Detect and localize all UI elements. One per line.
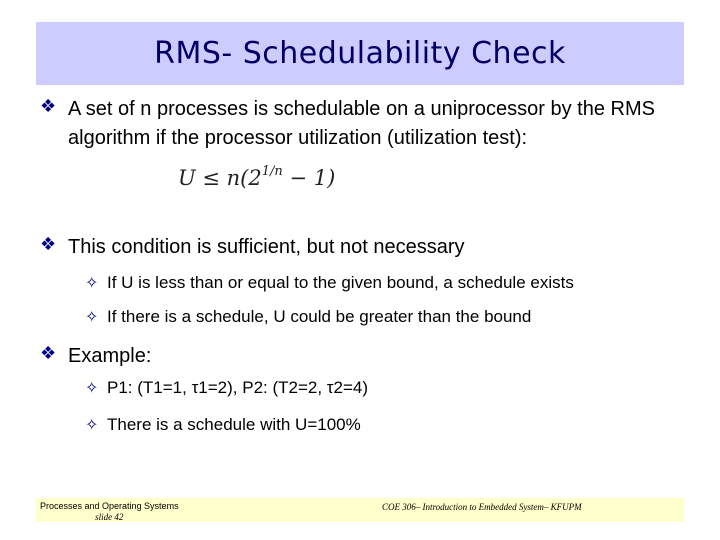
bullet-text: A set of n processes is schedulable on a uniprocessor by the RMS algorithm if the processor utilization (utilization test): — [68, 98, 655, 149]
utilization-formula — [178, 166, 335, 190]
footer-course-name: Processes and Operating Systems — [40, 501, 179, 511]
formula-exponent: 1/n — [261, 164, 283, 179]
diamond-bullet-icon: ❖ — [40, 96, 57, 117]
diamond-bullet-icon: ❖ — [40, 234, 57, 255]
bullet-text: This condition is sufficient, but not necessary — [68, 236, 465, 258]
footer-slide-number: slide 42 — [95, 512, 124, 522]
star-bullet-icon: ✧ — [85, 273, 99, 292]
formula-rhs: − 1) — [282, 166, 336, 190]
diamond-bullet-icon: ❖ — [40, 343, 57, 364]
title-bar — [36, 22, 684, 85]
footer-course-info: COE 306– Introduction to Embedded System– KFUPM — [382, 502, 582, 512]
footer-left — [40, 501, 179, 523]
formula-lhs: U ≤ n(2 — [178, 166, 262, 190]
slide-footer — [36, 498, 684, 522]
star-bullet-icon: ✧ — [85, 378, 99, 397]
sub-bullet-text: P1: (T1=1, τ1=2), P2: (T2=2, τ2=4) — [107, 378, 369, 397]
star-bullet-icon: ✧ — [85, 307, 99, 326]
sub-bullet-text: There is a schedule with U=100% — [107, 415, 361, 434]
star-bullet-icon: ✧ — [85, 415, 99, 434]
sub-bullet-text: If there is a schedule, U could be greater than the bound — [107, 307, 532, 326]
bullet-text: Example: — [68, 345, 152, 367]
slide-title: RMS- Schedulability Check — [154, 36, 566, 71]
sub-bullet-text: If U is less than or equal to the given bound, a schedule exists — [107, 273, 574, 292]
